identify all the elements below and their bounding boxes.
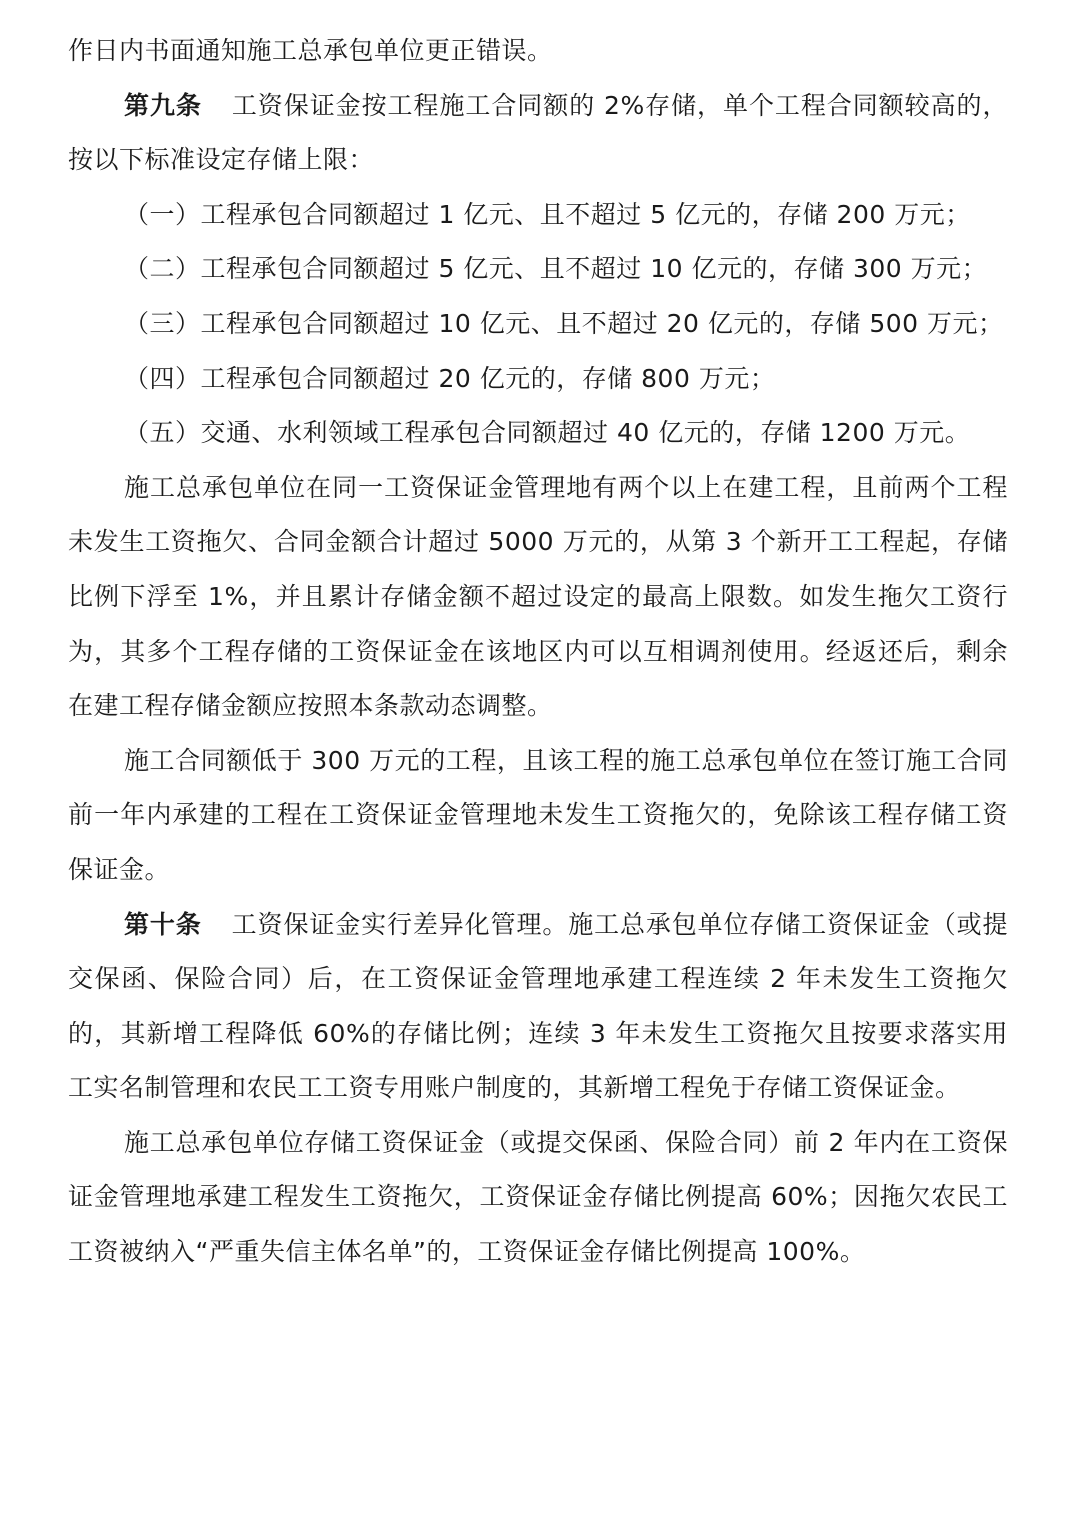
document-page <box>68 24 1008 1280</box>
paragraph-increase-ratio <box>68 1116 1008 1280</box>
article-10-heading: 第十条 <box>124 909 202 939</box>
paragraph-text: 作日内书面通知施工总承包单位更正错误。 <box>68 36 553 65</box>
paragraph-text: （二）工程承包合同额超过 5 亿元、且不超过 10 亿元的，存储 300 万元； <box>124 254 988 284</box>
paragraph-text: 施工总承包单位在同一工资保证金管理地有两个以上在建工程，且前两个工程未发生工资拖欠、合同金额合计超过 5000 万元的，从第 3 个新开工工程起，存储比例下浮至 1%，并且累计存储金额不超过设定的最高上限数。如发生拖欠工资行为，其多个工程存储的工资保证金在该地区内可以互相调剂使用。经返还后，剩余在建工程存储金额应按照本条款动态调整。 <box>68 472 1008 721</box>
list-item-2 <box>68 242 1008 297</box>
article-9-paragraph <box>68 79 1008 188</box>
paragraph-multiple-projects <box>68 461 1008 734</box>
paragraph-text: 工资保证金实行差异化管理。施工总承包单位存储工资保证金（或提交保函、保险合同）后，在工资保证金管理地承建工程连续 2 年未发生工资拖欠的，其新增工程降低 60%的存储比例；连续 3 年未发生工资拖欠且按要求落实用工实名制管理和农民工工资专用账户制度的，其新增工程免于存储工资保证金。 <box>68 909 1008 1103</box>
paragraph-text: 施工总承包单位存储工资保证金（或提交保函、保险合同）前 2 年内在工资保证金管理地承建工程发生工资拖欠，工资保证金存储比例提高 60%；因拖欠农民工工资被纳入“严重失信主体名单”的，工资保证金存储比例提高 100%。 <box>68 1127 1008 1267</box>
paragraph-text: （三）工程承包合同额超过 10 亿元、且不超过 20 亿元的，存储 500 万元； <box>124 308 1004 338</box>
paragraph-continuation <box>68 24 1008 79</box>
list-item-4 <box>68 352 1008 407</box>
paragraph-text: 工资保证金按工程施工合同额的 2%存储，单个工程合同额较高的，按以下标准设定存储上限： <box>68 90 1008 175</box>
list-item-5 <box>68 406 1008 461</box>
paragraph-text: （四）工程承包合同额超过 20 亿元的，存储 800 万元； <box>124 363 776 393</box>
paragraph-text: （一）工程承包合同额超过 1 亿元、且不超过 5 亿元的，存储 200 万元； <box>124 199 971 229</box>
article-10-paragraph <box>68 898 1008 1116</box>
list-item-1 <box>68 188 1008 243</box>
paragraph-text: 施工合同额低于 300 万元的工程，且该工程的施工总承包单位在签订施工合同前一年内承建的工程在工资保证金管理地未发生工资拖欠的，免除该工程存储工资保证金。 <box>68 745 1008 884</box>
paragraph-text: （五）交通、水利领域工程承包合同额超过 40 亿元的，存储 1200 万元。 <box>124 418 971 448</box>
article-9-heading: 第九条 <box>124 90 202 120</box>
paragraph-exemption <box>68 734 1008 898</box>
list-item-3 <box>68 297 1008 352</box>
